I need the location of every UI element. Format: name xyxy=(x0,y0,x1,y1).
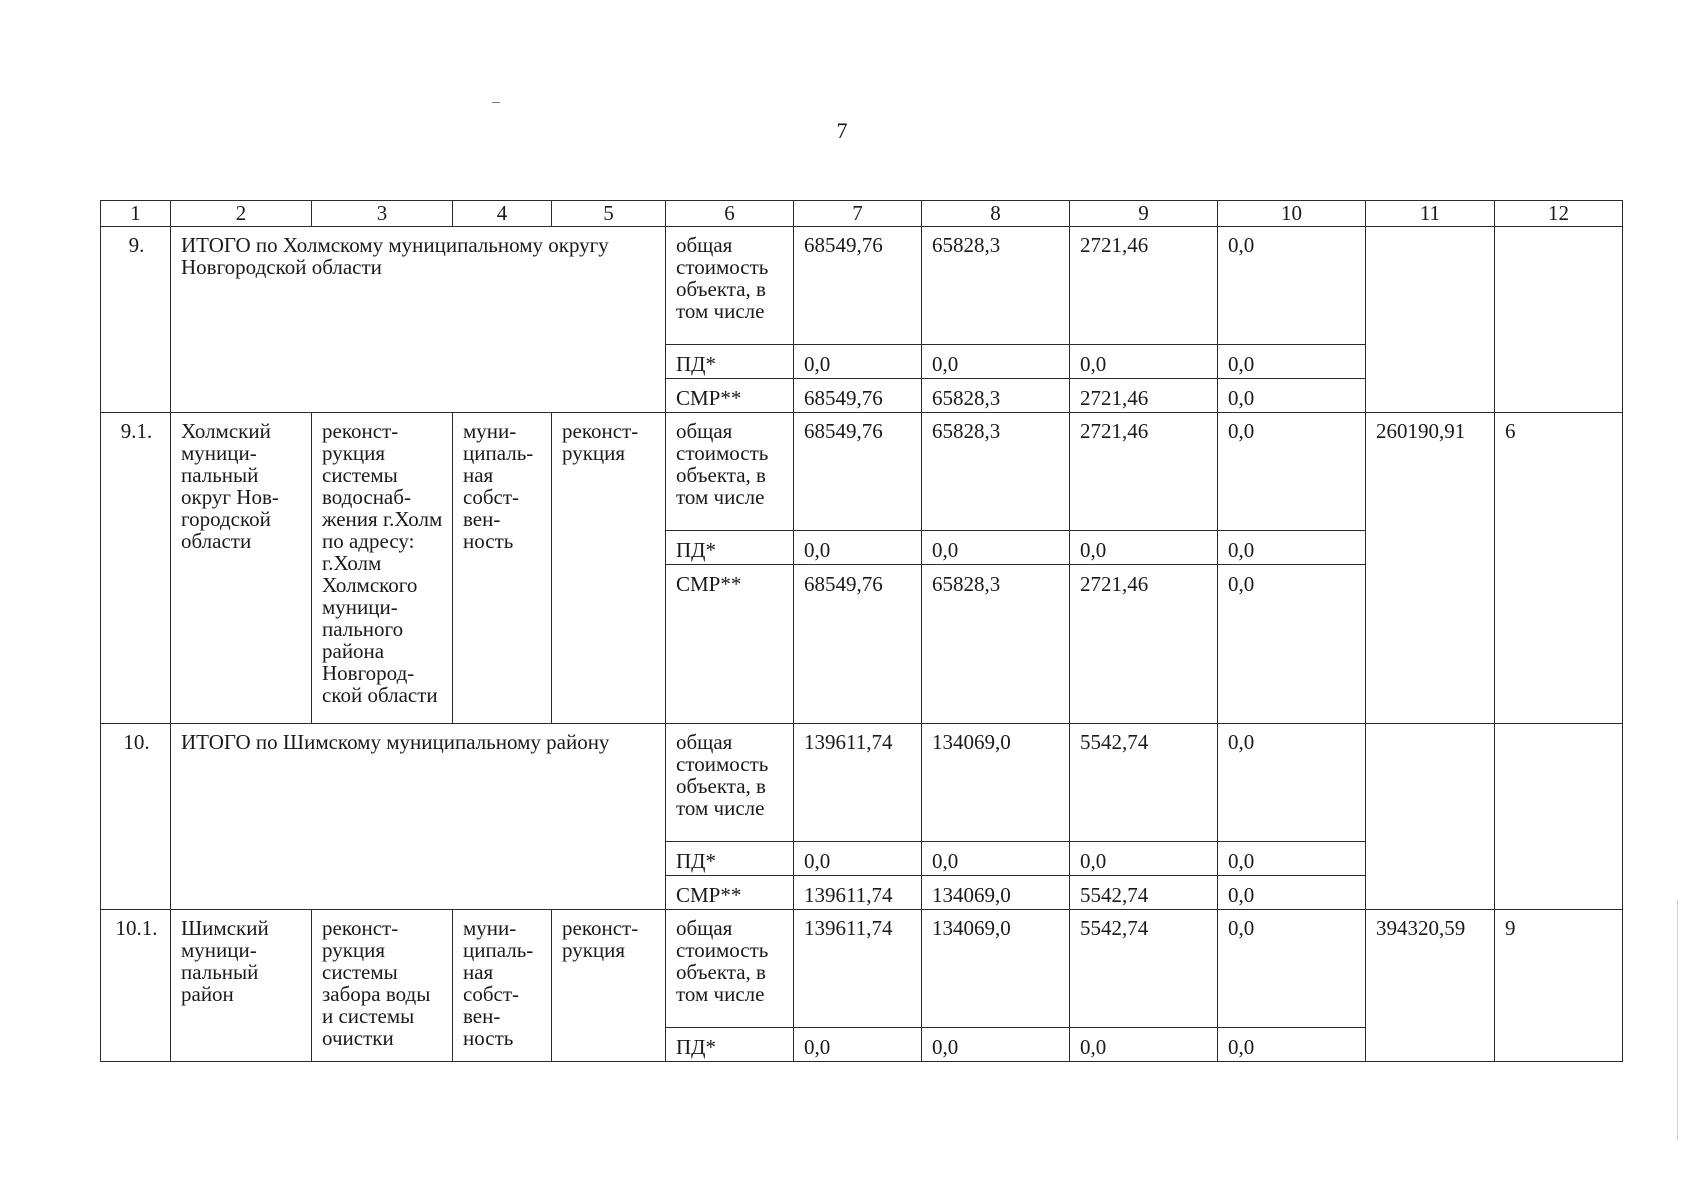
work-type-cell: реконст- рукция xyxy=(552,413,666,724)
table-row xyxy=(101,910,1623,1028)
cost-label: ПД* xyxy=(666,842,794,876)
value-col9: 0,0 xyxy=(1070,345,1218,379)
value-col7: 0,0 xyxy=(794,842,922,876)
value-col12 xyxy=(1495,724,1623,910)
total-title: ИТОГО по Холмскому муниципальному округу Новгородской области xyxy=(171,227,666,413)
value-col7: 139611,74 xyxy=(794,876,922,910)
value-col8: 0,0 xyxy=(922,842,1070,876)
cost-label: общая стоимость объекта, в том числе xyxy=(666,724,794,842)
value-col12: 9 xyxy=(1495,910,1623,1062)
value-col7: 68549,76 xyxy=(794,565,922,724)
value-col7: 0,0 xyxy=(794,531,922,565)
value-col10: 0,0 xyxy=(1218,876,1366,910)
municipality-cell: Шимский муници- пальный район xyxy=(171,910,312,1062)
municipality-cell: Холмский муници- пальный округ Нов- городской области xyxy=(171,413,312,724)
value-col11 xyxy=(1366,724,1495,910)
cost-label: общая стоимость объекта, в том числе xyxy=(666,413,794,531)
value-col8: 65828,3 xyxy=(922,413,1070,531)
cost-label: СМР** xyxy=(666,379,794,413)
value-col12 xyxy=(1495,227,1623,413)
column-number: 4 xyxy=(453,201,552,227)
value-col8: 65828,3 xyxy=(922,379,1070,413)
value-col7: 0,0 xyxy=(794,1028,922,1062)
column-number: 11 xyxy=(1366,201,1495,227)
budget-table xyxy=(100,200,1623,1062)
object-description-cell: реконст- рукция системы забора воды и системы очистки xyxy=(312,910,453,1062)
cost-label: ПД* xyxy=(666,1028,794,1062)
value-col7: 68549,76 xyxy=(794,227,922,345)
value-col10: 0,0 xyxy=(1218,413,1366,531)
value-col8: 134069,0 xyxy=(922,876,1070,910)
column-number: 3 xyxy=(312,201,453,227)
value-col9: 0,0 xyxy=(1070,1028,1218,1062)
value-col11 xyxy=(1366,227,1495,413)
value-col9: 2721,46 xyxy=(1070,227,1218,345)
value-col8: 0,0 xyxy=(922,531,1070,565)
value-col9: 0,0 xyxy=(1070,531,1218,565)
value-col8: 65828,3 xyxy=(922,565,1070,724)
cost-label: СМР** xyxy=(666,876,794,910)
value-col7: 139611,74 xyxy=(794,724,922,842)
column-number: 8 xyxy=(922,201,1070,227)
column-number: 2 xyxy=(171,201,312,227)
column-number: 10 xyxy=(1218,201,1366,227)
table-row xyxy=(101,227,1623,345)
value-col7: 0,0 xyxy=(794,345,922,379)
value-col9: 2721,46 xyxy=(1070,413,1218,531)
value-col10: 0,0 xyxy=(1218,379,1366,413)
value-col9: 5542,74 xyxy=(1070,724,1218,842)
value-col10: 0,0 xyxy=(1218,724,1366,842)
value-col12: 6 xyxy=(1495,413,1623,724)
object-description-cell: реконст- рукция системы водоснаб- жения г.Холм по адресу: г.Холм Холмского муници- пального района Новгород- ской области xyxy=(312,413,453,724)
value-col10: 0,0 xyxy=(1218,842,1366,876)
table-row xyxy=(101,413,1623,531)
column-number: 6 xyxy=(666,201,794,227)
column-number: 12 xyxy=(1495,201,1623,227)
value-col8: 65828,3 xyxy=(922,227,1070,345)
scan-smudge xyxy=(492,102,500,103)
column-number: 5 xyxy=(552,201,666,227)
value-col9: 2721,46 xyxy=(1070,565,1218,724)
value-col9: 0,0 xyxy=(1070,842,1218,876)
row-number: 9.1. xyxy=(101,413,171,724)
value-col9: 2721,46 xyxy=(1070,379,1218,413)
cost-label: ПД* xyxy=(666,345,794,379)
row-number: 9. xyxy=(101,227,171,413)
row-number: 10. xyxy=(101,724,171,910)
value-col7: 68549,76 xyxy=(794,413,922,531)
column-number: 9 xyxy=(1070,201,1218,227)
column-number: 1 xyxy=(101,201,171,227)
row-number: 10.1. xyxy=(101,910,171,1062)
value-col10: 0,0 xyxy=(1218,227,1366,345)
column-number: 7 xyxy=(794,201,922,227)
column-number-row xyxy=(101,201,1623,227)
value-col8: 134069,0 xyxy=(922,910,1070,1028)
cost-label: СМР** xyxy=(666,565,794,724)
value-col10: 0,0 xyxy=(1218,345,1366,379)
value-col10: 0,0 xyxy=(1218,910,1366,1028)
value-col8: 134069,0 xyxy=(922,724,1070,842)
cost-label: ПД* xyxy=(666,531,794,565)
value-col8: 0,0 xyxy=(922,1028,1070,1062)
scan-edge-mark xyxy=(1677,900,1678,1140)
total-title: ИТОГО по Шимскому муниципальному району xyxy=(171,724,666,910)
value-col10: 0,0 xyxy=(1218,1028,1366,1062)
cost-label: общая стоимость объекта, в том числе xyxy=(666,910,794,1028)
value-col8: 0,0 xyxy=(922,345,1070,379)
work-type-cell: реконст- рукция xyxy=(552,910,666,1062)
table-row xyxy=(101,724,1623,842)
value-col11: 394320,59 xyxy=(1366,910,1495,1062)
value-col10: 0,0 xyxy=(1218,565,1366,724)
value-col11: 260190,91 xyxy=(1366,413,1495,724)
cost-label: общая стоимость объекта, в том числе xyxy=(666,227,794,345)
value-col9: 5542,74 xyxy=(1070,876,1218,910)
value-col9: 5542,74 xyxy=(1070,910,1218,1028)
value-col10: 0,0 xyxy=(1218,531,1366,565)
ownership-cell: муни- ципаль- ная собст- вен- ность xyxy=(453,910,552,1062)
value-col7: 68549,76 xyxy=(794,379,922,413)
ownership-cell: муни- ципаль- ная собст- вен- ность xyxy=(453,413,552,724)
page-number: 7 xyxy=(836,118,848,143)
value-col7: 139611,74 xyxy=(794,910,922,1028)
